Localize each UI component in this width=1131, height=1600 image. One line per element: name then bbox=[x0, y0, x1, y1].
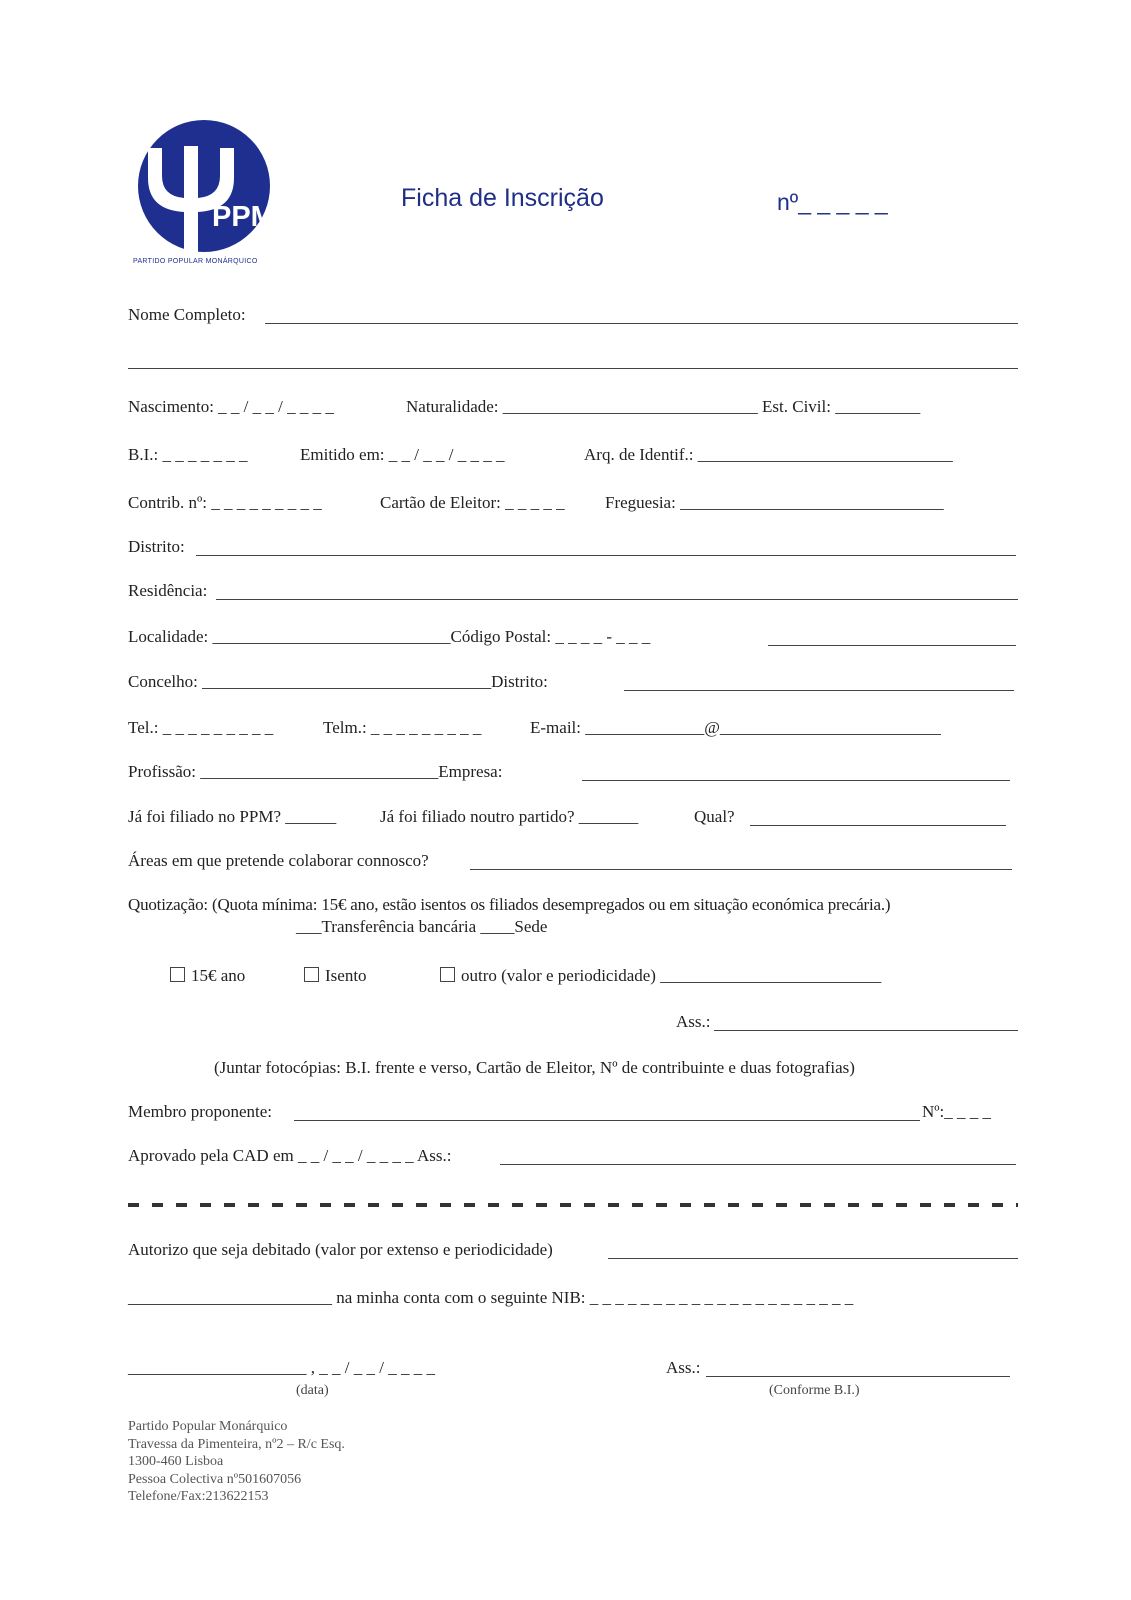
page-title: Ficha de Inscrição bbox=[401, 184, 604, 212]
aprovado-ass-input[interactable] bbox=[500, 1164, 1016, 1165]
logo-caption: PARTIDO POPULAR MONÁRQUICO bbox=[133, 258, 258, 265]
filiado-outro-field[interactable]: Já foi filiado noutro partido? _______ bbox=[380, 807, 639, 826]
pagamento-options[interactable]: ___Transferência bancária ____Sede bbox=[296, 917, 548, 936]
option-15-ano-label: 15€ ano bbox=[191, 966, 246, 985]
footer-address: Partido Popular Monárquico Travessa da Pimenteira, nº2 – R/c Esq. 1300-460 Lisboa Pessoa Colectiva nº501607056 Telefone/Fax:213622153 bbox=[128, 1419, 345, 1504]
cartao-field[interactable]: Cartão de Eleitor: _ _ _ _ _ bbox=[380, 493, 565, 512]
svg-text:PPM: PPM bbox=[212, 201, 275, 233]
qual-input[interactable] bbox=[750, 825, 1006, 826]
empresa-input[interactable] bbox=[582, 780, 1010, 781]
distrito-input[interactable] bbox=[196, 555, 1016, 556]
ppm-logo-emblem bbox=[128, 118, 278, 268]
codigo-postal-extra[interactable] bbox=[768, 645, 1016, 646]
membro-input[interactable] bbox=[294, 1120, 920, 1121]
localidade-field[interactable]: Localidade: ____________________________Código Postal: _ _ _ _ - _ _ _ bbox=[128, 627, 651, 646]
emitido-field[interactable]: Emitido em: _ _ / _ _ / _ _ _ _ bbox=[300, 445, 505, 464]
option-isento[interactable] bbox=[304, 966, 367, 986]
telm-field[interactable]: Telm.: _ _ _ _ _ _ _ _ _ bbox=[323, 718, 482, 737]
concelho-field[interactable]: Concelho: __________________________________Distrito: bbox=[128, 672, 548, 691]
cut-separator bbox=[128, 1203, 1018, 1207]
conforme-label: (Conforme B.I.) bbox=[769, 1383, 860, 1398]
filiado-ppm-field[interactable]: Já foi filiado no PPM? ______ bbox=[128, 807, 337, 826]
nib-field[interactable]: ________________________ na minha conta com o seguinte NIB: _ _ _ _ _ _ _ _ _ _ _ _ _ _ _ _ _ _ _ _ _ bbox=[128, 1288, 854, 1307]
contrib-field[interactable]: Contrib. nº: _ _ _ _ _ _ _ _ _ bbox=[128, 493, 322, 512]
label-aprovado: Aprovado pela CAD em _ _ / _ _ / _ _ _ _ Ass.: bbox=[128, 1146, 452, 1165]
label-ass1: Ass.: bbox=[676, 1012, 711, 1031]
option-isento-label: Isento bbox=[325, 966, 367, 985]
ass1-input[interactable] bbox=[714, 1030, 1018, 1031]
nome-input[interactable] bbox=[265, 323, 1018, 324]
membro-no-field[interactable]: Nº:_ _ _ _ bbox=[922, 1102, 992, 1121]
juntar-note: (Juntar fotocópias: B.I. frente e verso, Cartão de Eleitor, Nº de contribuinte e duas fotografias) bbox=[214, 1058, 855, 1077]
label-autorizo: Autorizo que seja debitado (valor por extenso e periodicidade) bbox=[128, 1240, 553, 1259]
email-field[interactable]: E-mail: ______________@__________________________ bbox=[530, 718, 941, 737]
option-outro-label: outro (valor e periodicidade) __________________________ bbox=[461, 966, 882, 985]
nascimento-field[interactable]: Nascimento: _ _ / _ _ / _ _ _ _ bbox=[128, 397, 334, 416]
option-15-ano[interactable] bbox=[170, 966, 245, 986]
label-qual: Qual? bbox=[694, 807, 735, 826]
form-number[interactable]: nº_ _ _ _ _ bbox=[777, 189, 888, 215]
ass2-input[interactable] bbox=[706, 1376, 1010, 1377]
tel-field[interactable]: Tel.: _ _ _ _ _ _ _ _ _ bbox=[128, 718, 274, 737]
option-outro[interactable] bbox=[440, 966, 881, 986]
residencia-input[interactable] bbox=[216, 599, 1018, 600]
label-distrito: Distrito: bbox=[128, 537, 185, 556]
arq-field[interactable]: Arq. de Identif.: ______________________________ bbox=[584, 445, 953, 464]
label-membro: Membro proponente: bbox=[128, 1102, 272, 1121]
quotizacao-text: Quotização: (Quota mínima: 15€ ano, estão isentos os filiados desempregados ou em situação económica precária.) bbox=[128, 895, 891, 914]
label-residencia: Residência: bbox=[128, 581, 208, 600]
nome-input-line2[interactable] bbox=[128, 368, 1018, 369]
ppm-logo bbox=[128, 118, 278, 278]
label-areas: Áreas em que pretende colaborar connosco? bbox=[128, 851, 429, 870]
checkbox-outro[interactable] bbox=[440, 967, 455, 982]
areas-input[interactable] bbox=[470, 869, 1012, 870]
distrito2-input[interactable] bbox=[624, 690, 1014, 691]
label-ass2: Ass.: bbox=[666, 1358, 701, 1377]
data-field[interactable]: _____________________ , _ _ / _ _ / _ _ _ _ bbox=[128, 1358, 435, 1377]
profissao-field[interactable]: Profissão: ____________________________Empresa: bbox=[128, 762, 503, 781]
label-nome: Nome Completo: bbox=[128, 305, 246, 324]
checkbox-15-ano[interactable] bbox=[170, 967, 185, 982]
checkbox-isento[interactable] bbox=[304, 967, 319, 982]
data-label: (data) bbox=[296, 1383, 329, 1398]
naturalidade-field[interactable]: Naturalidade: ______________________________ Est. Civil: __________ bbox=[406, 397, 921, 416]
autorizo-input[interactable] bbox=[608, 1258, 1018, 1259]
bi-field[interactable]: B.I.: _ _ _ _ _ _ _ bbox=[128, 445, 248, 464]
freguesia-field[interactable]: Freguesia: _______________________________ bbox=[605, 493, 944, 512]
